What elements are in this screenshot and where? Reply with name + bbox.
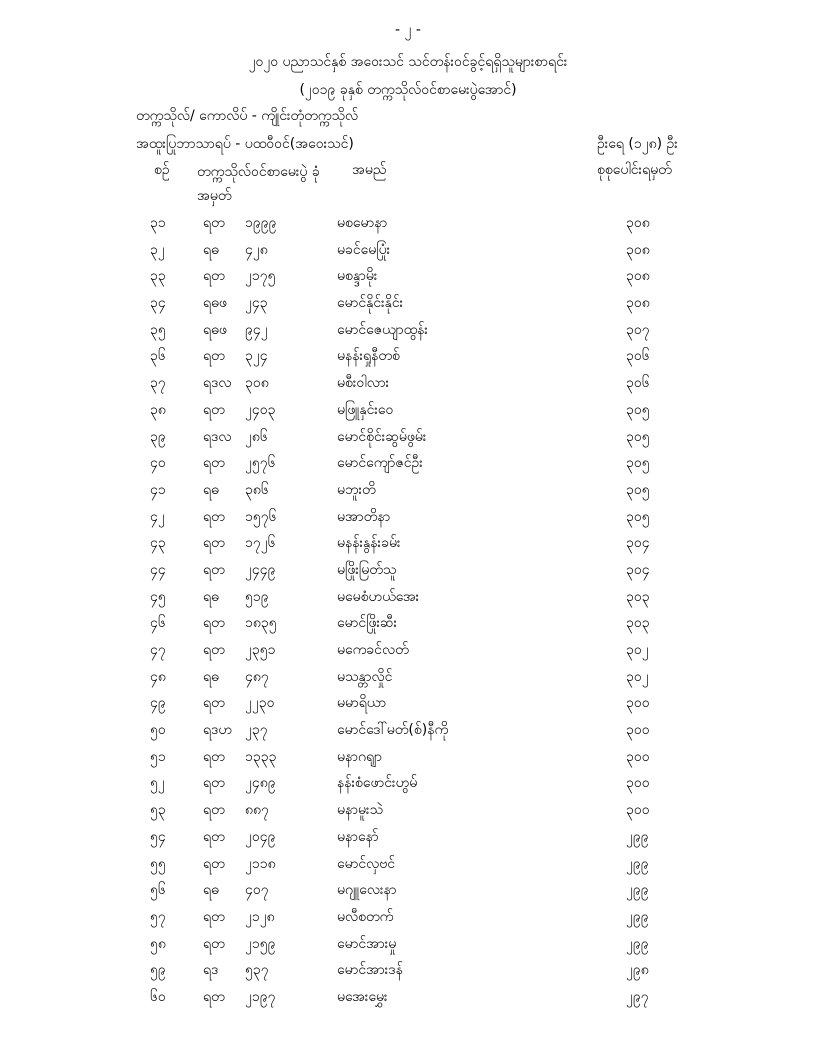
student-list (0, 210, 816, 1011)
roll-prefix: ရတ (203, 401, 225, 418)
total-score: ၃၀၄ (626, 561, 650, 578)
total-score: ၃၀၄ (626, 535, 650, 552)
serial-number: ၃၅ (150, 321, 166, 338)
serial-number: ၄၇ (150, 642, 166, 658)
roll-prefix: ရတ (203, 615, 225, 632)
total-score: ၃၀၀ (626, 722, 650, 739)
roll-prefix: ရတ (203, 561, 225, 578)
table-row (0, 343, 816, 370)
total-score: ၃၀၀ (626, 802, 650, 819)
serial-number: ၄၃ (150, 535, 166, 552)
total-score: ၃၀၃ (626, 615, 650, 632)
table-row (0, 450, 816, 477)
roll-number: ၄၂၈ (245, 241, 268, 258)
total-score: ၃၀၅ (626, 401, 650, 418)
table-row (0, 557, 816, 584)
roll-prefix: ရတ (203, 695, 225, 712)
university-line: တက္ကသိုလ်/ ကောလိပ် - ကျိုင်းတုံတက္ကသိုလ် (136, 108, 359, 124)
table-row (0, 263, 816, 290)
serial-number: ၄၆ (150, 615, 166, 632)
student-name: မောင်ဒေါ်မတ်(စ်)နီကို (337, 722, 449, 739)
roll-number: ၄၀၇ (245, 882, 269, 899)
table-row (0, 317, 816, 344)
serial-number: ၃၇ (150, 375, 166, 392)
total-score: ၃၀၈ (626, 268, 650, 285)
total-score: ၃၀၅ (626, 428, 650, 445)
student-name: နန်းစံဖောင်းဟွမ် (337, 775, 418, 792)
serial-number: ၄၄ (150, 561, 166, 578)
roll-number: ၂၅၇၆ (245, 455, 276, 472)
serial-number: ၅၆ (150, 882, 166, 899)
page-number: - ၂ - (395, 22, 421, 38)
roll-number: ၈၈၇ (245, 802, 269, 819)
serial-number: ၅၇ (150, 908, 166, 925)
table-row (0, 584, 816, 611)
student-name: မောင်ဇေယျာထွန်း (337, 321, 428, 338)
student-name: မအာတိနာ (337, 508, 391, 525)
total-score: ၂၉၉ (626, 908, 649, 925)
roll-prefix: ရတ (203, 535, 225, 552)
table-row (0, 931, 816, 958)
total-score: ၃၀၃ (626, 588, 650, 605)
student-name: မခင်မေပြုံး (337, 241, 391, 258)
student-name: မစမောနာ (337, 215, 388, 231)
roll-prefix: ရတ (203, 508, 225, 525)
roll-number: ၃၀၈ (245, 375, 269, 392)
table-row (0, 477, 816, 504)
roll-number: ၂၁၁၈ (245, 855, 276, 872)
roll-number: ၅၁၉ (245, 588, 269, 605)
header-total-score: စုစုပေါင်းရမှတ် (597, 162, 672, 178)
student-name: မောင်လှဗင် (337, 855, 396, 872)
roll-prefix: ရတ (203, 988, 225, 1005)
total-score: ၃၀၅ (626, 481, 650, 498)
roll-prefix: ရဓဖ (203, 295, 227, 312)
roll-prefix: ရတ (203, 935, 225, 952)
table-row (0, 530, 816, 557)
serial-number: ၅၃ (150, 802, 166, 819)
student-name: မောင်ကျော်ဇင်ဦး (337, 455, 423, 472)
student-name: မောင်အားဒန် (337, 962, 403, 979)
roll-number: ၂၂၃၀ (245, 695, 275, 712)
serial-number: ၄၁ (150, 481, 166, 498)
student-name: မနာမူးသဲ (337, 802, 384, 819)
roll-number: ၂၃၇ (245, 722, 268, 739)
table-row (0, 210, 816, 237)
serial-number: ၄၀ (150, 455, 166, 472)
table-row (0, 984, 816, 1011)
total-score: ၂၉၈ (626, 962, 649, 979)
roll-prefix: ရတ (203, 908, 225, 925)
serial-number: ၆၀ (150, 988, 166, 1005)
total-score: ၃၀၈ (626, 241, 650, 258)
roll-prefix: ရဒ (203, 962, 219, 979)
roll-number: ၂၄၄၉ (245, 561, 276, 578)
roll-prefix: ရတ (203, 828, 225, 845)
student-name: မဖြိုးမြတ်သူ (337, 561, 397, 578)
serial-number: ၅၅ (150, 855, 166, 872)
roll-number: ၁၉၉၉ (245, 215, 277, 231)
serial-number: ၅၄ (150, 828, 166, 845)
student-name: မဂျူလေးနာ (337, 882, 397, 899)
table-row (0, 744, 816, 771)
total-score: ၃၀၅ (626, 455, 650, 472)
roll-number: ၂၃၅၁ (245, 642, 276, 658)
roll-number: ၂၁၉၇ (245, 988, 276, 1005)
roll-prefix: ရဓ (203, 241, 219, 258)
roll-prefix: ရတ (203, 348, 225, 365)
student-name: မနန်းနွန်းခမ်း (337, 535, 401, 552)
roll-number: ၃၂၄ (245, 348, 268, 365)
student-name: မနာနော် (337, 828, 379, 845)
total-score: ၂၉၉ (626, 855, 649, 872)
table-row (0, 237, 816, 264)
roll-number: ၂၁၂၈ (245, 908, 275, 925)
table-row (0, 504, 816, 531)
table-row (0, 637, 816, 664)
table-row (0, 664, 816, 691)
roll-prefix: ရဓ (203, 882, 219, 899)
student-name: မောင်စိုင်းဆွမ်ဖွမ်း (337, 428, 427, 445)
table-row (0, 397, 816, 424)
student-name: မောင်နိုင်းနိုင်း (337, 295, 404, 312)
roll-prefix: ရတ (203, 268, 225, 285)
student-name: မအေးမွှေး (337, 988, 388, 1005)
table-row (0, 424, 816, 451)
total-score: ၃၀၈ (626, 295, 650, 312)
total-score: ၃၀၂ (626, 642, 649, 658)
table-row (0, 957, 816, 984)
table-row (0, 370, 816, 397)
student-name: မနာဂရျာ (337, 748, 383, 765)
table-row (0, 770, 816, 797)
roll-number: ၁၈၃၅ (245, 615, 277, 632)
student-name: မဖြူနှင်းဝေ (337, 401, 394, 418)
roll-prefix: ရဒလ (203, 428, 232, 445)
roll-prefix: ရတ (203, 775, 225, 792)
table-row (0, 797, 816, 824)
serial-number: ၃၈ (150, 401, 166, 418)
roll-prefix: ရဓ (203, 588, 219, 605)
table-row (0, 824, 816, 851)
serial-number: ၄၅ (150, 588, 166, 605)
roll-number: ၂၁၇၅ (245, 268, 276, 285)
roll-number: ၁၅၇၆ (245, 508, 277, 525)
table-row (0, 877, 816, 904)
total-score: ၃၀၀ (626, 748, 650, 765)
roll-number: ၅၃၇ (245, 962, 269, 979)
serial-number: ၃၃ (150, 268, 166, 285)
serial-number: ၅၀ (150, 722, 166, 739)
roll-prefix: ရတ (203, 748, 225, 765)
table-row (0, 690, 816, 717)
serial-number: ၃၄ (150, 295, 166, 312)
table-row (0, 904, 816, 931)
serial-number: ၅၉ (150, 962, 166, 979)
total-score: ၃၀၈ (626, 215, 650, 231)
roll-number: ၄၈၇ (245, 668, 269, 685)
roll-prefix: ရဒဟ (203, 722, 233, 739)
total-score: ၃၀၀ (626, 775, 650, 792)
serial-number: ၄၉ (150, 695, 166, 712)
total-score: ၂၉၉ (626, 935, 649, 952)
header-roll-number: တက္ကသိုလ်ဝင်စာမေးပွဲ ခုံအမှတ် (197, 164, 320, 204)
student-name: မမာရိယာ (337, 695, 387, 712)
student-name: မကေခင်လတ် (337, 642, 409, 658)
document-subtitle: (၂၀၁၉ ခုနှစ် တက္ကသိုလ်ဝင်စာမေးပွဲအောင်) (299, 82, 517, 98)
roll-prefix: ရတ (203, 215, 225, 231)
total-score: ၃၀၀ (626, 695, 650, 712)
serial-number: ၄၂ (150, 508, 165, 525)
table-row (0, 851, 816, 878)
roll-number: ၂၄၃ (245, 295, 268, 312)
roll-number: ၂၈၆ (245, 428, 268, 445)
serial-number: ၅၈ (150, 935, 166, 952)
student-name: မစန္ဒာမိုး (337, 268, 378, 285)
student-name: မမေစံဟယ်အေး (337, 588, 420, 605)
serial-number: ၃၆ (150, 348, 166, 365)
serial-number: ၄၈ (150, 668, 166, 685)
total-score: ၂၉၇ (626, 988, 649, 1005)
roll-prefix: ရတ (203, 855, 225, 872)
total-score: ၂၉၉ (626, 882, 649, 899)
roll-prefix: ရဒလ (203, 375, 232, 392)
table-row (0, 610, 816, 637)
roll-prefix: ရတ (203, 802, 225, 819)
serial-number: ၃၁ (150, 215, 166, 231)
roll-number: ၁၇၂၆ (245, 535, 276, 552)
total-score: ၃၀၂ (626, 668, 649, 685)
header-serial: စဉ် (154, 162, 170, 178)
serial-number: ၃၉ (150, 428, 166, 445)
document-title: ၂၀၂၀ ပညာသင်နှစ် အဝေးသင် သင်တန်းဝင်ခွင့်ရရှိသူများစာရင်း (248, 54, 568, 70)
total-count-label: ဦးရေ (၁၂၈) ဦး (597, 136, 678, 152)
serial-number: ၅၁ (150, 748, 166, 765)
total-score: ၃၀၅ (626, 508, 650, 525)
header-name: အမည် (352, 162, 387, 178)
roll-number: ၃၈၆ (245, 481, 269, 498)
serial-number: ၃၂ (150, 241, 165, 258)
roll-number: ၉၄၂ (245, 321, 268, 338)
roll-prefix: ရဓ (203, 481, 219, 498)
roll-prefix: ရဓ (203, 668, 219, 685)
roll-number: ၂၁၅၉ (245, 935, 276, 952)
student-name: မောင်ဖြိုးဆီး (337, 615, 398, 632)
student-name: မစီးဝါလား (337, 375, 390, 392)
major-line: အထူးပြုဘာသာရပ် - ပထဝီဝင်(အဝေးသင်) (136, 136, 354, 152)
total-score: ၃၀၆ (626, 375, 650, 392)
roll-number: ၂၄၈၉ (245, 775, 276, 792)
student-name: မလီစတက် (337, 908, 394, 925)
total-score: ၃၀၆ (626, 348, 650, 365)
roll-prefix: ရတ (203, 642, 225, 658)
student-name: မောင်အားမှု (337, 935, 397, 952)
total-score: ၃၀၇ (626, 321, 650, 338)
serial-number: ၅၂ (150, 775, 165, 792)
roll-number: ၂၄၀၃ (245, 401, 276, 418)
student-name: မသန္တာလှိုင် (337, 668, 393, 685)
student-name: မဘူးတိ (337, 481, 376, 498)
table-row (0, 717, 816, 744)
roll-prefix: ရဓဖ (203, 321, 227, 338)
total-score: ၂၉၉ (626, 828, 649, 845)
roll-number: ၂၀၄၉ (245, 828, 276, 845)
student-name: မနန်းရှုနီတစ် (337, 348, 400, 365)
table-row (0, 290, 816, 317)
roll-prefix: ရတ (203, 455, 225, 472)
roll-number: ၁၃၃၃ (245, 748, 277, 765)
